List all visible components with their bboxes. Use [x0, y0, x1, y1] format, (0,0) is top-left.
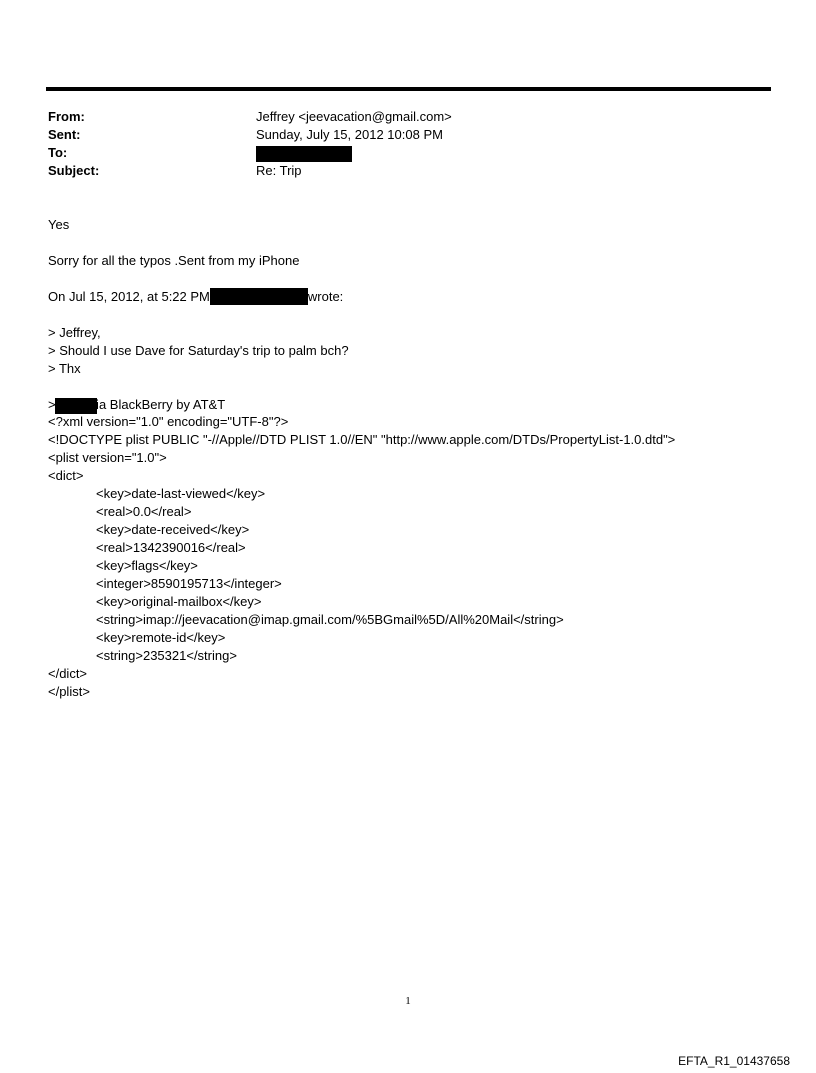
redaction-block — [210, 288, 308, 305]
dict-line: <string>235321</string> — [96, 648, 237, 663]
document-id: EFTA_R1_01437658 — [678, 1054, 790, 1068]
quote-intro-prefix: On Jul 15, 2012, at 5:22 PM — [48, 289, 210, 304]
xml-line: <dict> — [48, 468, 84, 483]
quoted-line: > Thx — [48, 361, 81, 376]
dict-line: <key>date-received</key> — [96, 522, 250, 537]
closing-line: </dict> — [48, 666, 88, 681]
dict-line: <key>original-mailbox</key> — [96, 594, 262, 609]
dict-line: <string>imap://jeevacation@imap.gmail.com/%5BGmail%5D/All%20Mail</string> — [96, 612, 564, 627]
sent-label: Sent: — [48, 127, 81, 142]
redaction-block — [256, 146, 352, 162]
xml-line: <!DOCTYPE plist PUBLIC "-//Apple//DTD PLIST 1.0//EN" "http://www.apple.com/DTDs/PropertyList-1.0.dtd"> — [48, 432, 676, 447]
dict-line: <key>date-last-viewed</key> — [96, 486, 266, 501]
sent-row — [48, 126, 748, 144]
to-label: To: — [48, 145, 68, 160]
dict-line: <integer>8590195713</integer> — [96, 576, 282, 591]
quoted-line: > Jeffrey, — [48, 325, 101, 340]
from-label: From: — [48, 109, 85, 124]
dict-line: <key>flags</key> — [96, 558, 198, 573]
dict-line: <real>0.0</real> — [96, 504, 192, 519]
sent-value: Sunday, July 15, 2012 10:08 PM — [256, 127, 443, 142]
header-rule — [46, 87, 771, 91]
from-row — [48, 108, 748, 126]
subject-label: Subject: — [48, 163, 100, 178]
quoted-line: > Should I use Dave for Saturday's trip to palm bch? — [48, 343, 349, 358]
signature-text: Sorry for all the typos .Sent from my iPhone — [48, 253, 300, 268]
subject-value: Re: Trip — [256, 163, 302, 178]
quote-intro-suffix: wrote: — [307, 289, 344, 304]
quote-intro — [48, 288, 343, 306]
closing-line: </plist> — [48, 684, 90, 699]
dict-line: <real>1342390016</real> — [96, 540, 246, 555]
to-value — [256, 144, 352, 162]
dict-line: <key>remote-id</key> — [96, 630, 226, 645]
reply-text: Yes — [48, 217, 70, 232]
page-number: 1 — [405, 995, 411, 1007]
xml-line: <?xml version="1.0" encoding="UTF-8"?> — [48, 414, 289, 429]
sent-via-line: > Sent via BlackBerry by AT&T — [48, 397, 226, 412]
to-row — [48, 144, 748, 162]
xml-line: <plist version="1.0"> — [48, 450, 167, 465]
subject-row — [48, 162, 748, 180]
from-value: Jeffrey <jeevacation@gmail.com> — [256, 109, 452, 124]
